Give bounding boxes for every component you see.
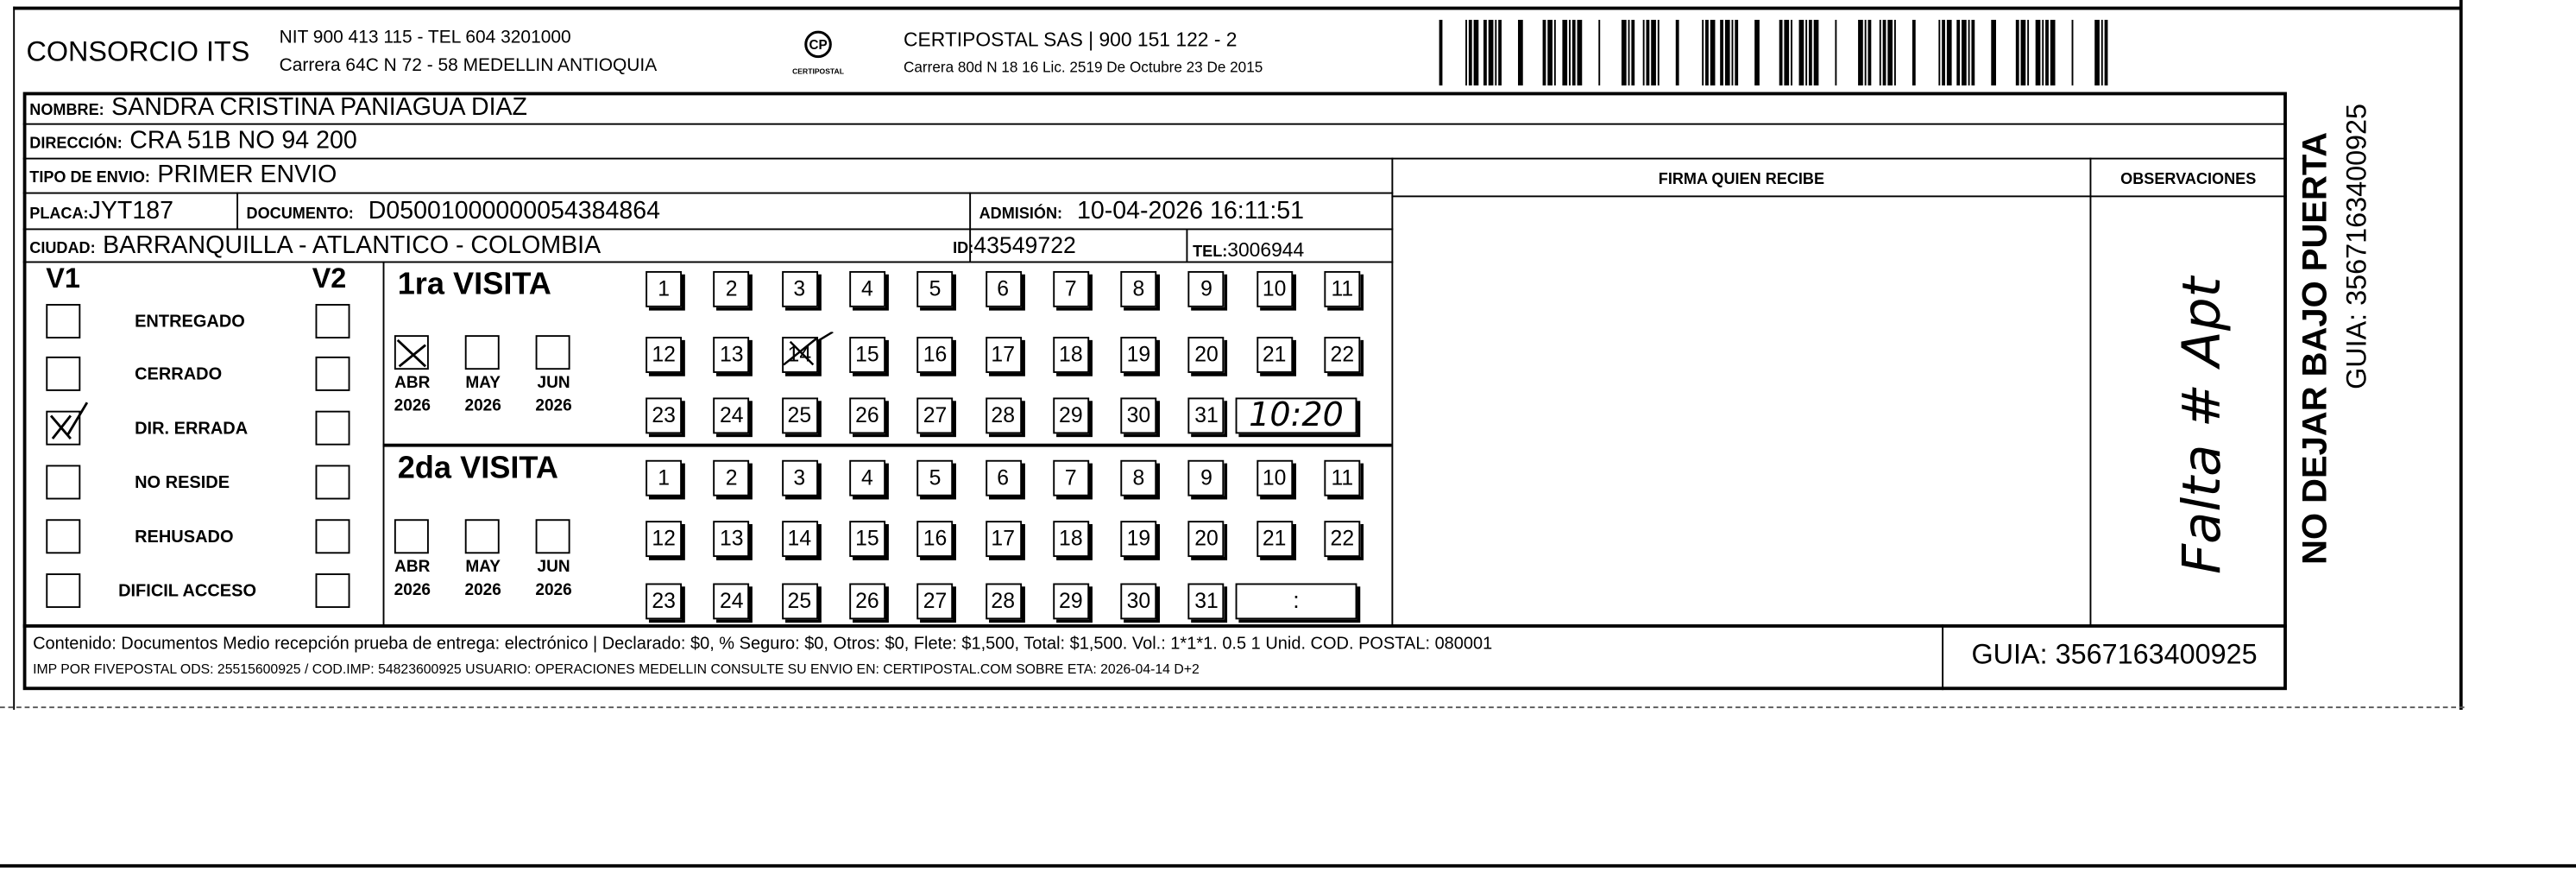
barcode-bar	[1489, 20, 1494, 85]
barcode-bar	[1562, 20, 1567, 85]
month-checkbox[interactable]	[465, 335, 500, 370]
barcode-bar	[2101, 20, 2103, 85]
carrier-name: CERTIPOSTAL SAS | 900 151 122 - 2	[904, 28, 1238, 51]
barcode-bar	[1962, 20, 1967, 85]
day-box[interactable]: 20	[1188, 337, 1225, 373]
barcode-bar	[1779, 20, 1783, 85]
barcode-bar	[1731, 20, 1733, 85]
barcode-bar	[1947, 20, 1952, 85]
barcode-bar	[1647, 20, 1650, 85]
month-label: MAY	[465, 374, 501, 393]
day-box[interactable]: 10	[1257, 271, 1293, 307]
day-box[interactable]: 27	[917, 397, 954, 433]
barcode-bar	[2050, 20, 2056, 85]
day-box[interactable]: 19	[1121, 337, 1157, 373]
barcode-bar	[1809, 20, 1812, 85]
day-box[interactable]: 9	[1188, 271, 1225, 307]
v1-header: V1	[46, 262, 80, 294]
day-box[interactable]: 28	[985, 397, 1021, 433]
barcode-bar	[1554, 20, 1556, 85]
v1-checkbox-checked[interactable]	[46, 411, 80, 446]
barcode-bar	[1754, 20, 1760, 85]
barcode-bar	[1805, 20, 1807, 85]
month-checkbox[interactable]	[536, 519, 570, 553]
day-box[interactable]: 15	[849, 337, 885, 373]
barcode-bar	[1883, 20, 1886, 85]
day-box[interactable]: 3	[781, 271, 817, 307]
day-box[interactable]: 4	[849, 271, 885, 307]
barcode-bar	[1865, 20, 1867, 85]
day-box[interactable]: 17	[985, 337, 1021, 373]
day-box[interactable]: 7	[1053, 460, 1089, 496]
barcode-bar	[1543, 20, 1546, 85]
documento-field: DOCUMENTO: D05001000000054384864	[246, 197, 661, 225]
day-box[interactable]: 7	[1053, 271, 1089, 307]
month-label: JUN	[537, 558, 570, 577]
day-box[interactable]: 27	[917, 583, 954, 619]
company-address: Carrera 64C N 72 - 58 MEDELLIN ANTIOQUIA	[279, 55, 658, 76]
day-box[interactable]: 16	[917, 337, 954, 373]
year-label: 2026	[464, 397, 501, 416]
v2-checkbox[interactable]	[316, 411, 350, 446]
barcode-bar	[2042, 20, 2044, 85]
v2-checkbox[interactable]	[316, 357, 350, 391]
company-nit: NIT 900 413 115 - TEL 604 3201000	[279, 28, 571, 48]
barcode-bar	[1784, 20, 1789, 85]
day-box[interactable]: 23	[646, 397, 682, 433]
observaciones-handwritten: Falta # Apt	[2170, 276, 2233, 574]
day-box[interactable]: 6	[985, 271, 1021, 307]
admision-field: ADMISIÓN: 10-04-2026 16:11:51	[979, 197, 1305, 225]
barcode-bar	[1705, 20, 1709, 85]
day-box[interactable]: 14	[781, 521, 817, 557]
top-border	[13, 7, 2461, 10]
barcode-bar	[1912, 20, 1916, 85]
day-box[interactable]: 23	[646, 583, 682, 619]
day-box[interactable]: 15	[849, 521, 885, 557]
day-box[interactable]: 31	[1188, 583, 1225, 619]
certipostal-logo: CP CERTIPOSTAL	[785, 29, 851, 75]
barcode-bar	[1887, 20, 1893, 85]
day-box[interactable]: 1	[646, 271, 682, 307]
barcode-bar	[1956, 20, 1960, 85]
barcode-bar	[1938, 20, 1940, 85]
day-box[interactable]: 28	[985, 583, 1021, 619]
day-box-marked[interactable]: 14	[781, 337, 817, 373]
year-label: 2026	[464, 581, 501, 600]
placa-field: PLACA:JYT187	[29, 197, 174, 225]
barcode-bar	[1578, 20, 1583, 85]
barcode-bar	[2045, 20, 2049, 85]
barcode-bar	[1942, 20, 1945, 85]
barcode-bar	[1483, 20, 1487, 85]
cut-line	[0, 706, 2465, 708]
right-border	[2459, 0, 2463, 710]
day-box[interactable]: 10	[1257, 460, 1293, 496]
barcode-bar	[1439, 20, 1443, 85]
barcode-bar	[1469, 20, 1472, 85]
barcode-bar	[1968, 20, 1970, 85]
day-box[interactable]: 17	[985, 521, 1021, 557]
barcode-bar	[1474, 20, 1479, 85]
barcode-bar	[1791, 20, 1792, 85]
firma-header: FIRMA QUIEN RECIBE	[1658, 170, 1825, 189]
day-box[interactable]: 24	[714, 583, 750, 619]
day-box[interactable]: 11	[1324, 271, 1360, 307]
barcode-bar	[1651, 20, 1656, 85]
status-option-label: CERRADO	[135, 364, 223, 385]
no-dejar-warning: NO DEJAR BAJO PUERTA	[2296, 131, 2335, 565]
barcode-bar	[1868, 20, 1872, 85]
tipo-envio-field: TIPO DE ENVIO: PRIMER ENVIO	[29, 161, 337, 189]
v2-header: V2	[312, 262, 347, 294]
barcode-bar	[1628, 20, 1630, 85]
day-box[interactable]: 5	[917, 460, 954, 496]
nombre-field: NOMBRE: SANDRA CRISTINA PANIAGUA DIAZ	[29, 93, 528, 122]
barcode-bar	[1971, 20, 1975, 85]
status-option-label: DIFICIL ACCESO	[118, 581, 257, 602]
barcode-bar	[1658, 20, 1660, 85]
day-box[interactable]: 21	[1257, 521, 1293, 557]
month-checkbox-marked[interactable]	[394, 335, 429, 370]
day-box[interactable]: 30	[1121, 583, 1157, 619]
day-box[interactable]: 13	[714, 521, 750, 557]
barcode-bar	[1835, 20, 1836, 85]
barcode-bar	[1465, 20, 1467, 85]
day-box[interactable]: 25	[781, 397, 817, 433]
day-box[interactable]: 12	[646, 521, 682, 557]
barcode-bar	[2072, 20, 2074, 85]
month-checkbox[interactable]	[536, 335, 570, 370]
bottom-line	[0, 864, 2576, 868]
visit-title: 1ra VISITA	[397, 268, 551, 303]
barcode-bar	[1498, 20, 1502, 85]
barcode-bar	[1622, 20, 1627, 85]
month-label: ABR	[394, 558, 431, 577]
barcode-bar	[1676, 20, 1679, 85]
barcode-bar	[1725, 20, 1730, 85]
month-label: MAY	[465, 558, 501, 577]
day-box[interactable]: 22	[1324, 337, 1360, 373]
barcode-bar	[2027, 20, 2029, 85]
barcode	[1429, 20, 2119, 85]
day-box[interactable]: 13	[714, 337, 750, 373]
month-label: JUN	[537, 374, 570, 393]
barcode-bar	[2105, 20, 2108, 85]
day-box[interactable]: 31	[1188, 397, 1225, 433]
left-border	[13, 7, 15, 710]
direccion-field: DIRECCIÓN: CRA 51B NO 94 200	[29, 126, 357, 155]
observaciones-header: OBSERVACIONES	[2120, 170, 2257, 189]
ciudad-field: CIUDAD: BARRANQUILLA - ATLANTICO - COLOMBIA	[29, 231, 601, 260]
v1-checkbox[interactable]	[46, 465, 80, 499]
v1-checkbox[interactable]	[46, 573, 80, 608]
status-option-label: NO RESIDE	[135, 473, 230, 493]
company-name: CONSORCIO ITS	[26, 35, 250, 68]
barcode-bar	[1547, 20, 1553, 85]
day-box[interactable]: 2	[714, 271, 750, 307]
v2-checkbox[interactable]	[316, 304, 350, 338]
tel-field: TEL:3006944	[1193, 237, 1305, 262]
barcode-bar	[1880, 20, 1881, 85]
barcode-bar	[1858, 20, 1863, 85]
month-checkbox[interactable]	[394, 519, 429, 553]
day-box[interactable]: 2	[714, 460, 750, 496]
barcode-bar	[1720, 20, 1723, 85]
time-box[interactable]: 10:20	[1236, 397, 1357, 433]
barcode-bar	[1643, 20, 1645, 85]
barcode-bar	[2021, 20, 2026, 85]
carrier-address: Carrera 80d N 18 16 Lic. 2519 De Octubre 23 De 2015	[904, 59, 1263, 76]
v2-checkbox[interactable]	[316, 573, 350, 608]
footer-imp: IMP POR FIVEPOSTAL ODS: 25515600925 / COD.IMP: 54823600925 USUARIO: OPERACIONES MEDELLIN CONSULTE SU ENVIO EN: CERTIPOSTAL.COM SOBRE ETA: 2026-04-14 D+2	[33, 660, 1200, 677]
v1-checkbox[interactable]	[46, 304, 80, 338]
barcode-bar	[1572, 20, 1576, 85]
barcode-bar	[2036, 20, 2041, 85]
day-box[interactable]: 12	[646, 337, 682, 373]
day-box[interactable]: 22	[1324, 521, 1360, 557]
signature-area[interactable]	[1393, 197, 2089, 624]
day-box[interactable]: 26	[849, 583, 885, 619]
day-box[interactable]: 9	[1188, 460, 1225, 496]
barcode-bar	[1518, 20, 1523, 85]
barcode-bar	[1710, 20, 1716, 85]
barcode-bar	[2016, 20, 2019, 85]
status-option-label: DIR. ERRADA	[135, 419, 249, 440]
year-label: 2026	[394, 581, 431, 600]
barcode-bar	[1631, 20, 1634, 85]
barcode-bar	[1495, 20, 1496, 85]
footer-contenido: Contenido: Documentos Medio recepción prueba de entrega: electrónico | Declarado: $0, % Seguro: $0, Otros: $0, Flete: $1,500, Total: $1,500. Vol.: 1*1*1. 0.5 1 Unid. COD. POSTAL: 080001	[33, 634, 1493, 655]
barcode-bar	[1702, 20, 1704, 85]
day-box[interactable]: 30	[1121, 397, 1157, 433]
day-box[interactable]: 25	[781, 583, 817, 619]
svg-text:CP: CP	[809, 38, 828, 54]
day-box[interactable]: 1	[646, 460, 682, 496]
year-label: 2026	[535, 581, 572, 600]
day-box[interactable]: 16	[917, 521, 954, 557]
side-guia: GUIA: 3567163400925	[2340, 103, 2372, 389]
day-box[interactable]: 26	[849, 397, 885, 433]
status-option-label: ENTREGADO	[135, 312, 245, 332]
barcode-bar	[1735, 20, 1738, 85]
day-box[interactable]: 8	[1121, 271, 1157, 307]
barcode-bar	[1799, 20, 1804, 85]
day-box[interactable]: 18	[1053, 337, 1089, 373]
barcode-bar	[1814, 20, 1819, 85]
v1-checkbox[interactable]	[46, 357, 80, 391]
year-label: 2026	[535, 397, 572, 416]
day-box[interactable]: 8	[1121, 460, 1157, 496]
id-field: ID:43549722	[953, 231, 1076, 258]
barcode-bar	[2094, 20, 2100, 85]
month-label: ABR	[394, 374, 431, 393]
day-box[interactable]: 4	[849, 460, 885, 496]
day-box[interactable]: 21	[1257, 337, 1293, 373]
time-box[interactable]: :	[1236, 583, 1357, 619]
barcode-bar	[1991, 20, 1996, 85]
v2-checkbox[interactable]	[316, 465, 350, 499]
day-box[interactable]: 18	[1053, 521, 1089, 557]
day-box[interactable]: 6	[985, 460, 1021, 496]
day-box[interactable]: 29	[1053, 397, 1089, 433]
v2-checkbox[interactable]	[316, 519, 350, 553]
day-box[interactable]: 19	[1121, 521, 1157, 557]
year-label: 2026	[394, 397, 431, 416]
barcode-bar	[1598, 20, 1600, 85]
footer-guia: GUIA: 3567163400925	[1971, 639, 2258, 671]
barcode-bar	[1894, 20, 1896, 85]
visit-title: 2da VISITA	[397, 452, 558, 487]
day-box[interactable]: 29	[1053, 583, 1089, 619]
status-option-label: REHUSADO	[135, 527, 234, 547]
v1-checkbox[interactable]	[46, 519, 80, 553]
barcode-bar	[1569, 20, 1571, 85]
month-checkbox[interactable]	[465, 519, 500, 553]
day-box[interactable]: 24	[714, 397, 750, 433]
day-box[interactable]: 20	[1188, 521, 1225, 557]
day-box[interactable]: 5	[917, 271, 954, 307]
day-box[interactable]: 11	[1324, 460, 1360, 496]
day-box[interactable]: 3	[781, 460, 817, 496]
